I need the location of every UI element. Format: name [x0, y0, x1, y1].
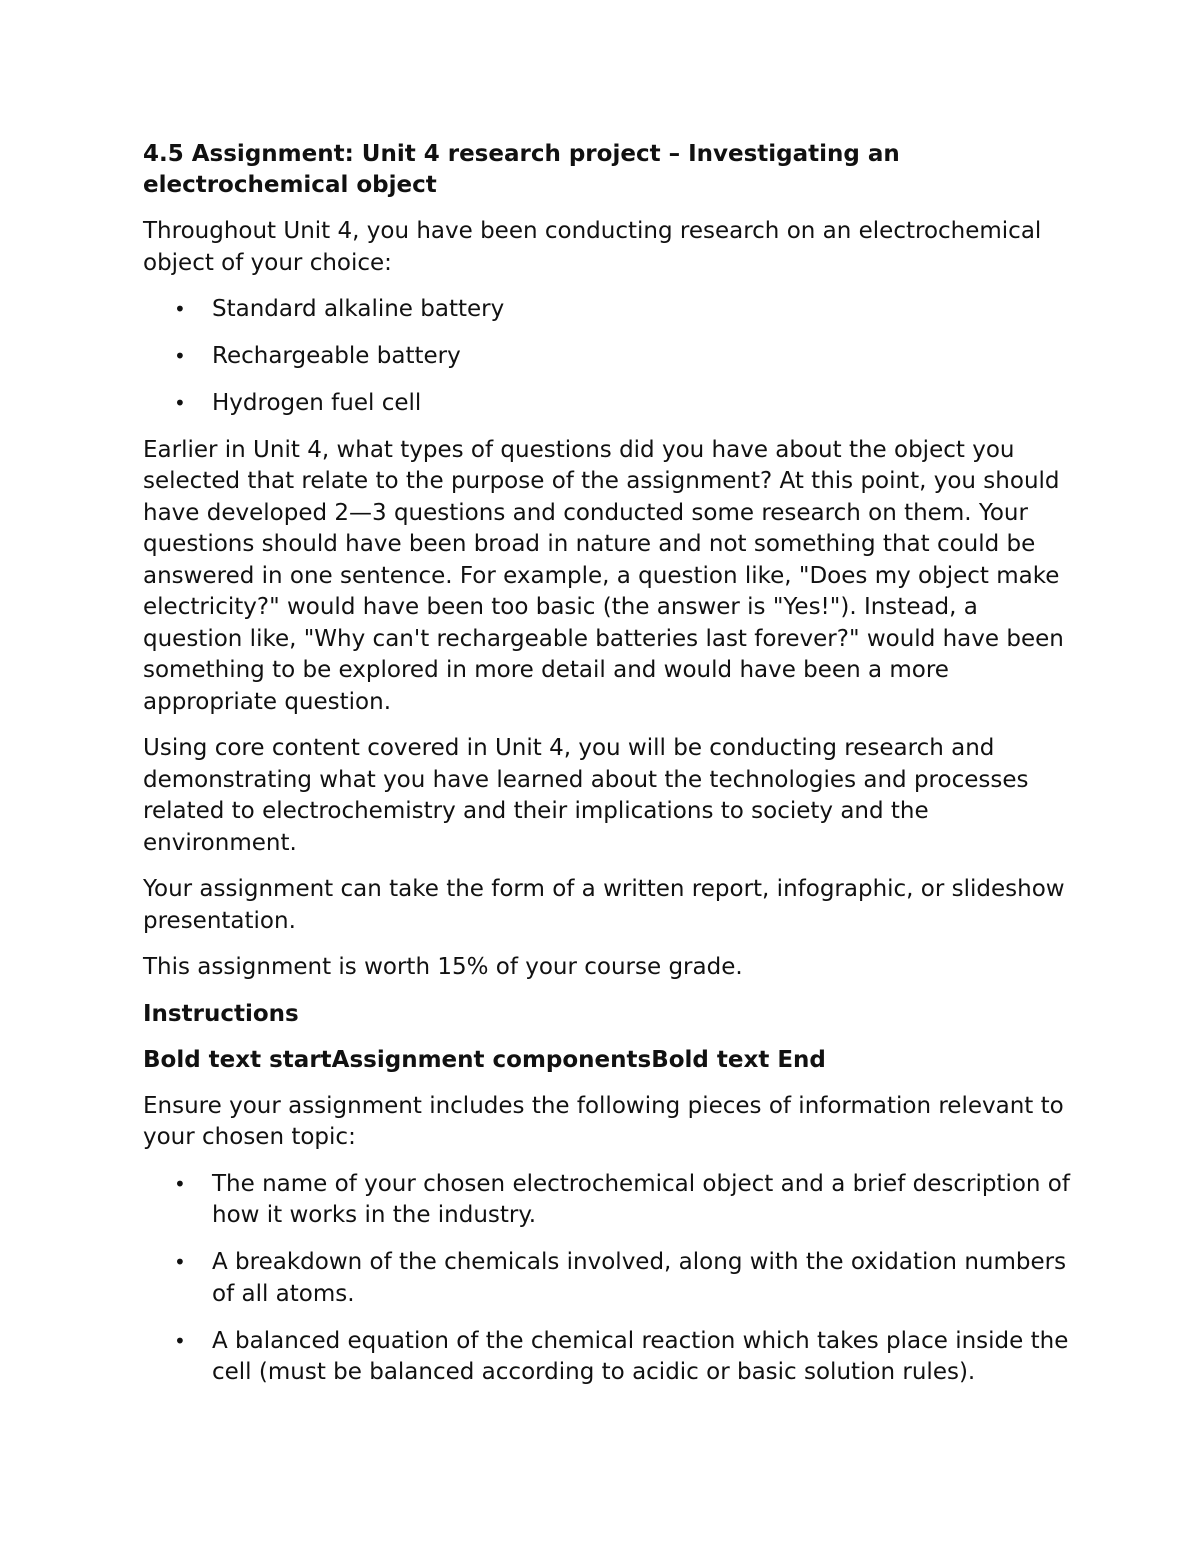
- intro-paragraph: Throughout Unit 4, you have been conducting research on an electrochemical object of your choice:: [143, 218, 1042, 276]
- list-item-text: Standard alkaline battery: [212, 296, 505, 322]
- components-list: [143, 1169, 1078, 1389]
- list-item-text: A balanced equation of the chemical reaction which takes place inside the cell (must be balanced according to acidic or basic solution rules).: [212, 1327, 1069, 1385]
- bullet-icon: •: [174, 1328, 186, 1353]
- document-page: [143, 139, 1078, 1404]
- list-item: [143, 341, 1078, 373]
- list-item: [143, 294, 1078, 326]
- object-choices-list: [143, 294, 1078, 420]
- bullet-icon: •: [174, 1171, 186, 1196]
- bullet-icon: •: [174, 391, 186, 415]
- list-item-text: Hydrogen fuel cell: [212, 390, 422, 416]
- list-item-text: A breakdown of the chemicals involved, along with the oxidation numbers of all atoms.: [212, 1249, 1067, 1307]
- list-item-text: The name of your chosen electrochemical object and a brief description of how it works in the industry.: [212, 1170, 1070, 1228]
- list-item: [143, 388, 1078, 420]
- assignment-title: 4.5 Assignment: Unit 4 research project – Investigating an electrochemical object: [143, 141, 900, 198]
- bullet-icon: •: [174, 297, 186, 321]
- worth-paragraph: This assignment is worth 15% of your course grade.: [143, 954, 743, 980]
- components-heading: Bold text startAssignment componentsBold text End: [143, 1046, 826, 1073]
- list-item: [143, 1247, 1078, 1310]
- list-item: [143, 1326, 1078, 1389]
- bullet-icon: •: [174, 1250, 186, 1274]
- core-content-paragraph: Using core content covered in Unit 4, you will be conducting research and demonstrating what you have learned about the technologies and processes related to electrochemistry and their implications to society and the environment.: [143, 735, 1029, 856]
- list-item: [143, 1169, 1078, 1232]
- questions-paragraph: Earlier in Unit 4, what types of questions did you have about the object you selected that relate to the purpose of the assignment? At this point, you should have developed 2—3 questions and conducted some research on them. Your questions should have been broad in nature and not something that could be answered in one sentence. For example, a question like, "Does my object make electricity?" would have been too basic (the answer is "Yes!"). Instead, a question like, "Why can't rechargeable batteries last forever?" would have been something to be explored in more detail and would have been a more appropriate question.: [143, 436, 1064, 715]
- components-intro-paragraph: Ensure your assignment includes the following pieces of information relevant to your chosen topic:: [143, 1092, 1064, 1150]
- bullet-icon: •: [174, 344, 186, 368]
- form-paragraph: Your assignment can take the form of a written report, infographic, or slideshow presentation.: [143, 876, 1065, 934]
- list-item-text: Rechargeable battery: [212, 343, 461, 369]
- instructions-heading: Instructions: [143, 1000, 299, 1027]
